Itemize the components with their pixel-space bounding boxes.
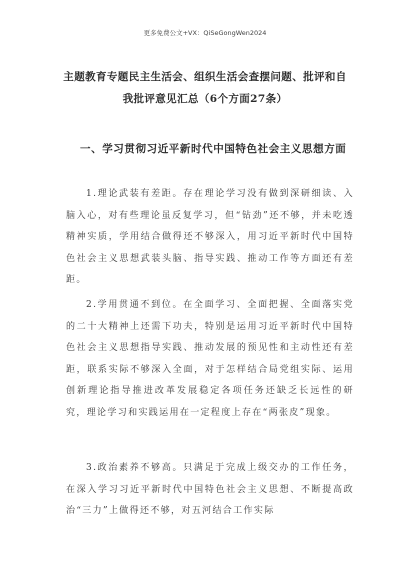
paragraph-1: 1.理论武装有差距。存在理论学习没有做到深研细读、入脑入心，对有些理论虽反复学习，但“钻劲”还不够，并未吃透精神实质，学用结合做得还不够深入，用习近平新时代中国特色社会主义思想武装头脑、指导实践、推动工作等方面还有差距。 <box>66 189 354 286</box>
paragraph-2: 2.学用贯通不到位。在全面学习、全面把握、全面落实党的二十大精神上还需下功夫，特别是运用习近平新时代中国特色社会主义思想指导实践、推动发展的预见性和主动性还有差距，联系实际不够深入全面，对于怎样结合局党组实际、运用创新理论指导推进改革发展稳定各项任务还缺乏长远性的研究，理论学习和实践运用在一定程度上存在“两张皮”现象。 <box>66 300 354 418</box>
section-heading: 一、学习贯彻习近平新时代中国特色社会主义思想方面 <box>80 143 347 155</box>
paragraph-3: 3.政治素养不够高。只满足于完成上级交办的工作任务，在深入学习习近平新时代中国特色社会主义思想、不断提高政治“三力”上做得还不够，对五河结合工作实际 <box>66 463 354 517</box>
watermark-text: 更多免费公文+VX：QiSeGongWen2024 <box>143 29 267 37</box>
document-title: 主题教育专题民主生活会、组织生活会查摆问题、批评和自我批评意见汇总（6个方面27条） <box>63 71 347 105</box>
